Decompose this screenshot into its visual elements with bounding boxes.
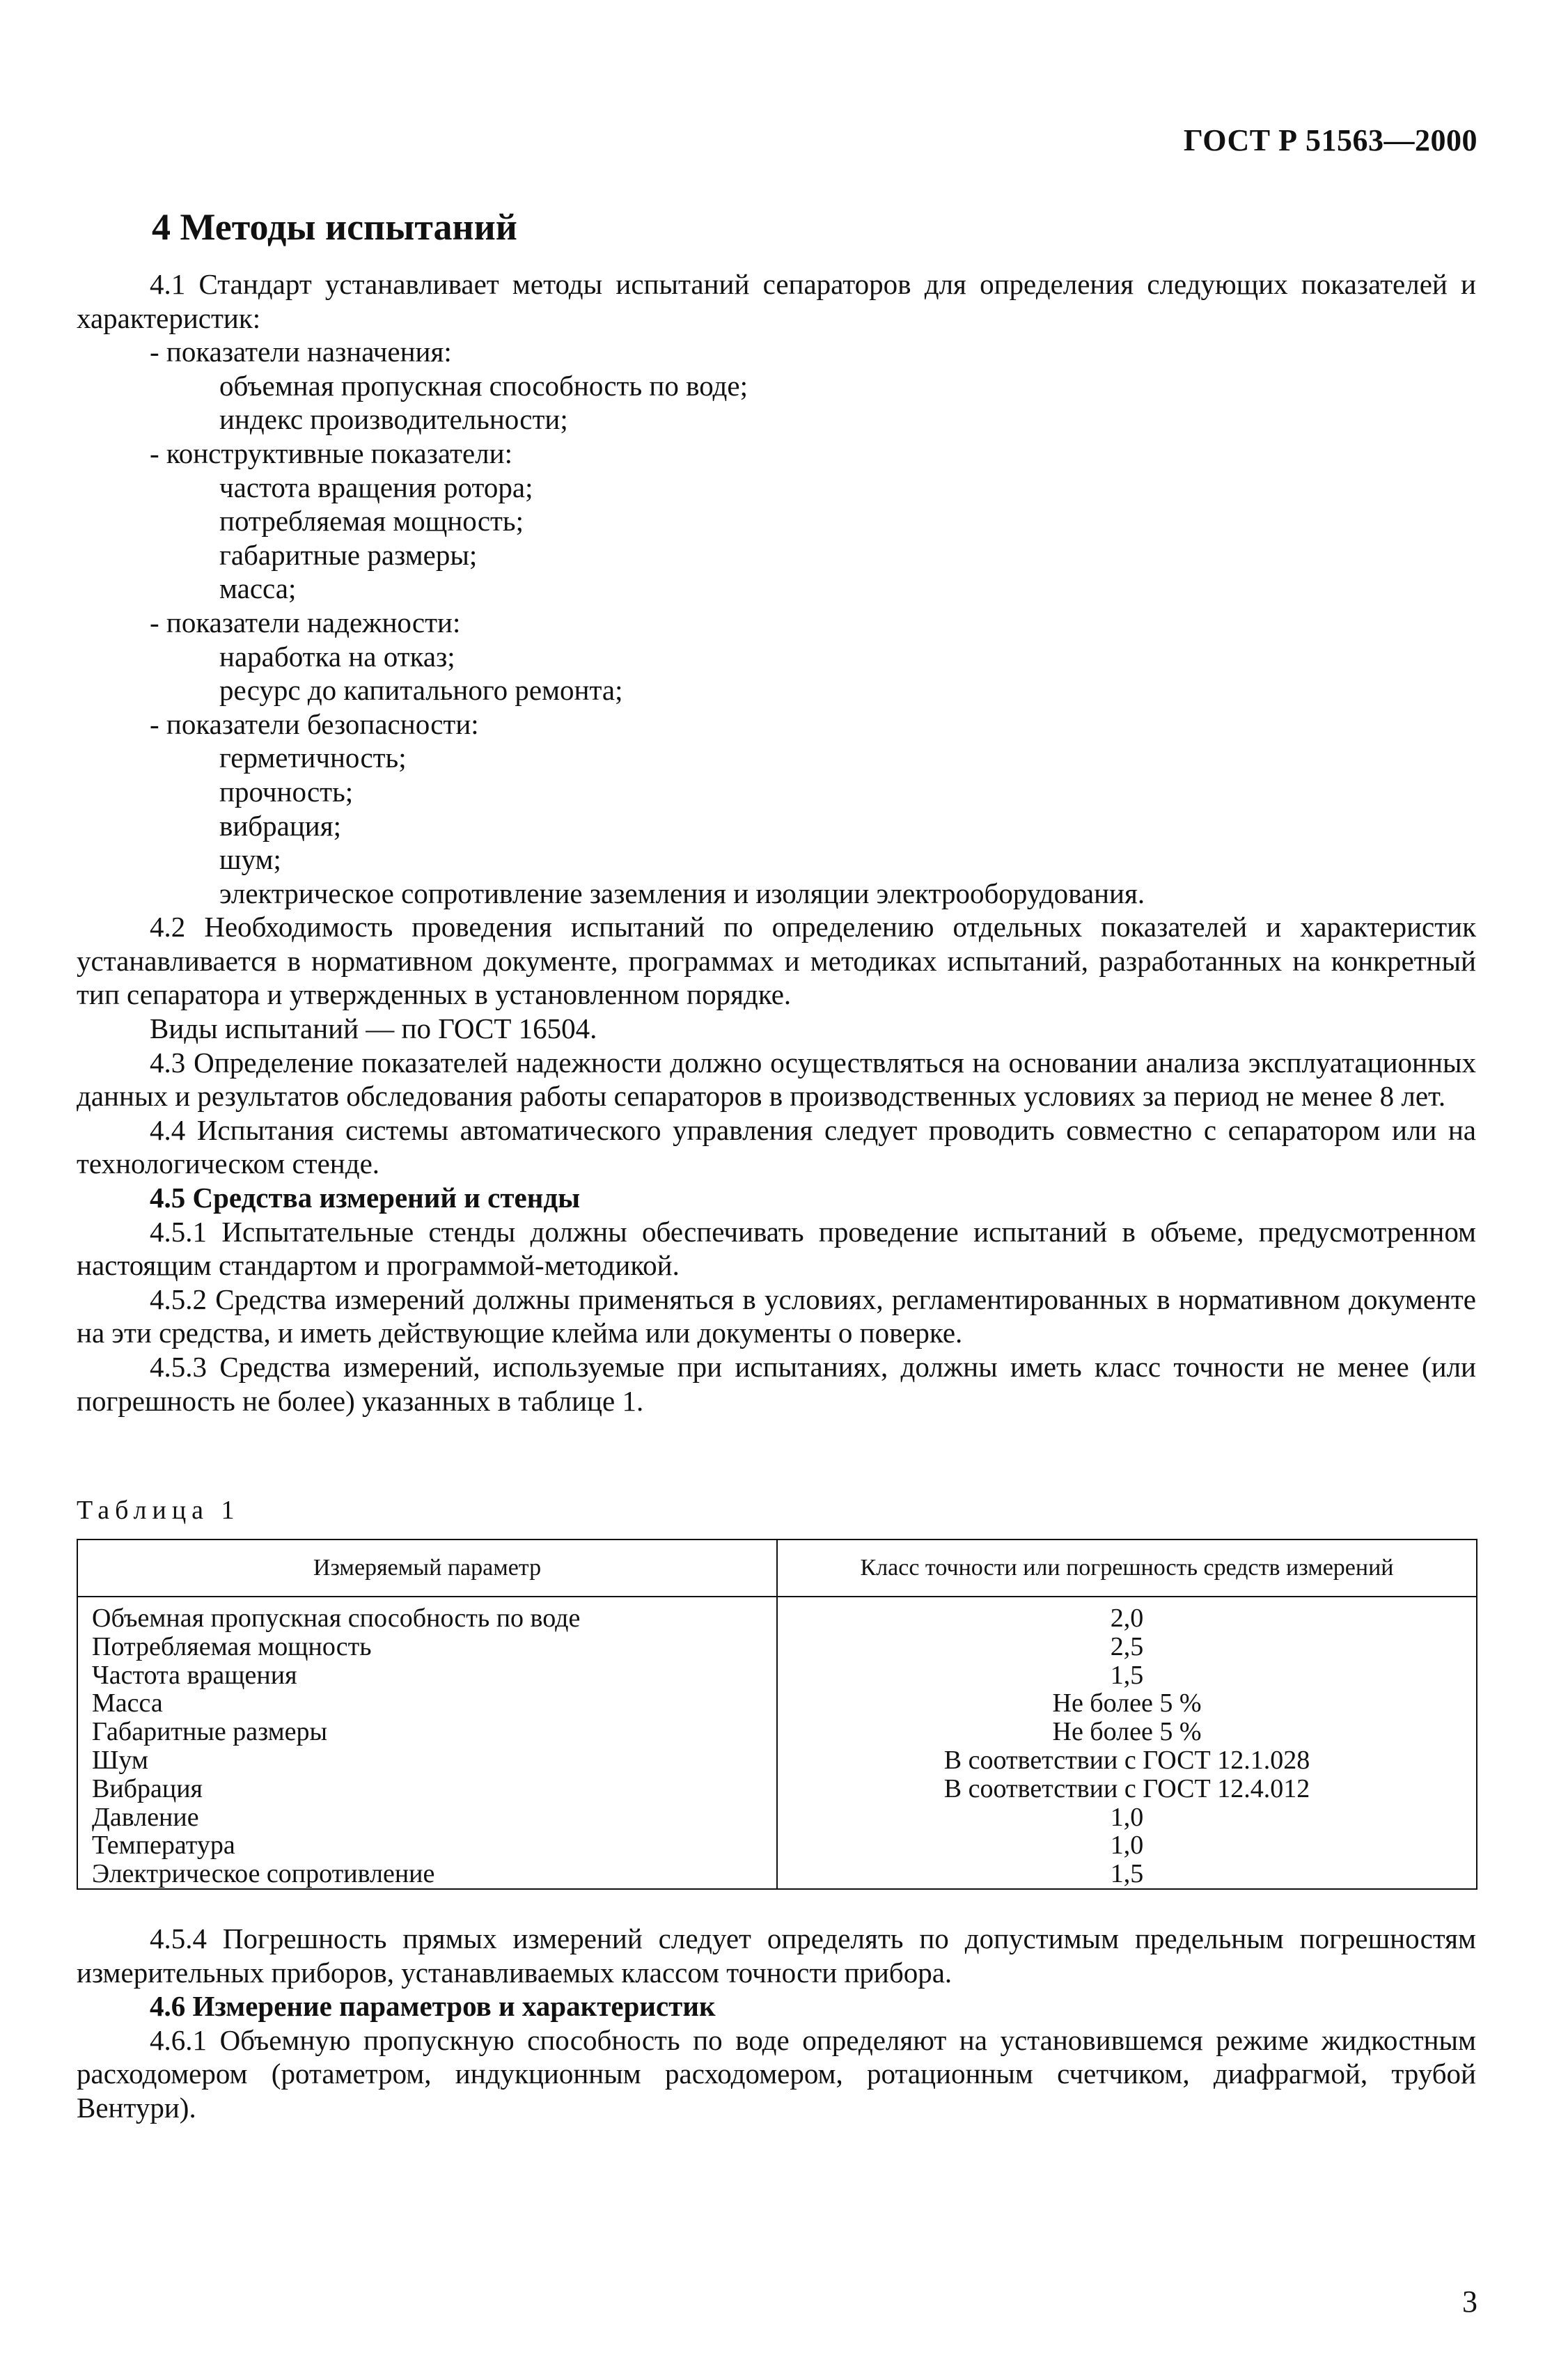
table-header-row (77, 1540, 1477, 1597)
paragraph-4-1: 4.1 Стандарт устанавливает методы испытаний сепараторов для определения следующих показателей и характеристик: (77, 268, 1476, 334)
paragraph-4-3: 4.3 Определение показателей надежности должно осуществляться на основании анализа эксплуатационных данных и результатов обследования работы сепараторов в производственных условиях за период не менее 8 лет. (77, 1046, 1476, 1113)
list-item: индекс производительности; (219, 403, 568, 436)
parameter-column (77, 1597, 777, 1889)
paragraph-4-5-2: 4.5.2 Средства измерений должны применяться в условиях, регламентированных в нормативном документе на эти средства, и иметь действующие клейма или документы о поверке. (77, 1283, 1476, 1349)
column-header-accuracy: Класс точности или погрешность средств измерений (777, 1540, 1477, 1597)
table-cell: Объемная пропускная способность по воде (92, 1604, 581, 1633)
list-item: наработка на отказ; (219, 640, 455, 673)
table-cell: Вибрация (92, 1773, 203, 1803)
paragraph-4-6-1: 4.6.1 Объемную пропускную способность по воде определяют на установившемся режиме жидкостным расходомером (ротаметром, индукционным расходомером, ротационным счетчиком, диафрагмой, трубой Вентури). (77, 2023, 1476, 2124)
table-cell: В соответствии с ГОСТ 12.4.012 (943, 1773, 1310, 1803)
table-cell: Масса (92, 1689, 163, 1718)
standard-number: ГОСТ Р 51563—2000 (1183, 123, 1477, 157)
page-number: 3 (1462, 2285, 1477, 2319)
table-cell: Электрическое сопротивление (92, 1859, 435, 1889)
list-group-design: - конструктивные показатели: (150, 437, 512, 469)
list-item: габаритные размеры; (219, 538, 478, 571)
body-text (77, 267, 1476, 1418)
list-item: вибрация; (219, 809, 341, 842)
table-cell: В соответствии с ГОСТ 12.1.028 (943, 1745, 1310, 1775)
table-caption: Таблица 1 (77, 1496, 240, 1525)
table-cell: Не более 5 % (1052, 1689, 1202, 1718)
list-item: частота вращения ротора; (219, 471, 533, 503)
list-item: объемная пропускная способность по воде; (219, 369, 748, 402)
list-item: электрическое сопротивление заземления и изоляции электрооборудования. (219, 877, 1145, 909)
paragraph-4-5-1: 4.5.1 Испытательные стенды должны обеспечивать проведение испытаний в объеме, предусмотренном настоящим стандартом и программой-методикой. (77, 1215, 1476, 1282)
paragraph-4-5-3: 4.5.3 Средства измерений, используемые при испытаниях, должны иметь класс точности не менее (или погрешность не более) указанных в таблице 1. (77, 1351, 1476, 1417)
table-body (77, 1597, 1477, 1889)
section-title: 4 Методы испытаний (152, 206, 517, 248)
table-cell: 1,0 (1110, 1831, 1144, 1860)
list-group-purpose: - показатели назначения: (150, 336, 452, 368)
subsection-4-6-heading: 4.6 Измерение параметров и характеристик (150, 1990, 716, 2023)
list-item: ресурс до капитального ремонта; (219, 674, 623, 707)
table-cell: Габаритные размеры (92, 1717, 328, 1747)
table-cell: 1,0 (1110, 1802, 1144, 1832)
table-cell: Температура (92, 1831, 235, 1860)
table-cell: Потребляемая мощность (92, 1631, 372, 1661)
paragraph-4-4: 4.4 Испытания системы автоматического управления следует проводить совместно с сепаратором или на технологическом стенде. (77, 1113, 1476, 1180)
table-cell: Шум (92, 1745, 148, 1775)
list-item: шум; (219, 843, 281, 876)
accuracy-column (777, 1597, 1477, 1889)
table-cell: 2,5 (1110, 1631, 1144, 1661)
list-item: потребляемая мощность; (219, 505, 524, 538)
table-cell: Не более 5 % (1052, 1717, 1202, 1747)
subsection-4-5-heading: 4.5 Средства измерений и стенды (150, 1182, 581, 1214)
paragraph-test-types: Виды испытаний — по ГОСТ 16504. (150, 1012, 597, 1045)
list-item: масса; (219, 572, 297, 605)
table-cell: Давление (92, 1802, 199, 1832)
column-header-parameter: Измеряемый параметр (77, 1540, 777, 1597)
table-cell: 1,5 (1110, 1660, 1144, 1690)
accuracy-table (77, 1539, 1477, 1890)
table-cell: 2,0 (1110, 1604, 1144, 1633)
list-group-reliability: - показатели надежности: (150, 606, 461, 638)
list-item: герметичность; (219, 742, 407, 774)
list-group-safety: - показатели безопасности: (150, 707, 479, 740)
list-item: прочность; (219, 775, 354, 808)
paragraph-4-2: 4.2 Необходимость проведения испытаний по определению отдельных показателей и характеристик устанавливается в нормативном документе, программах и методиках испытаний, разработанных на конкретный тип сепаратора и утвержденных в установленном порядке. (77, 911, 1476, 1011)
table-cell: Частота вращения (92, 1660, 297, 1690)
body-text-continued (77, 1922, 1476, 2125)
table-cell: 1,5 (1110, 1859, 1144, 1889)
paragraph-4-5-4: 4.5.4 Погрешность прямых измерений следует определять по допустимым предельным погрешностям измерительных приборов, устанавливаемых классом точности прибора. (77, 1922, 1476, 1989)
